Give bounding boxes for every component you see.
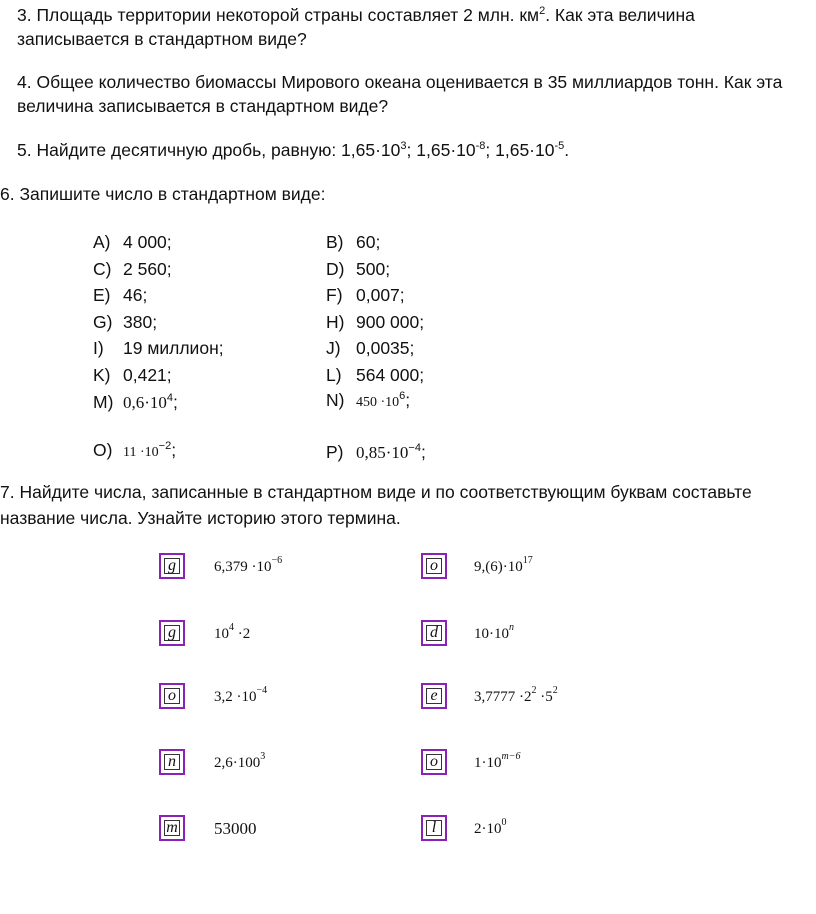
letter-box bbox=[159, 620, 185, 646]
option-e: E) 46; bbox=[93, 285, 148, 305]
letter-box bbox=[421, 683, 447, 709]
option-k: K) 0,421; bbox=[93, 365, 172, 385]
number-expression: $1\cdot 10^{m-6}$ bbox=[474, 751, 521, 771]
letter-box bbox=[159, 553, 185, 579]
letter-box bbox=[421, 749, 447, 775]
question-6-title: 6. Запишите число в стандартном виде: bbox=[0, 184, 326, 204]
option-g: G) 380; bbox=[93, 312, 158, 332]
letter-box bbox=[159, 749, 185, 775]
number-expression: 53000 bbox=[214, 819, 257, 838]
question-3-line1: 3. Площадь территории некоторой страны составляет 2 млн. $км^2$. Как эта величина bbox=[17, 5, 695, 25]
letter-box bbox=[421, 620, 447, 646]
letter: g bbox=[164, 625, 180, 641]
question-7-line2: название числа. Узнайте историю этого термина. bbox=[0, 508, 401, 528]
option-j: J) 0,0035; bbox=[326, 338, 415, 358]
option-a: A) 4 000; bbox=[93, 232, 172, 252]
letter: l bbox=[426, 820, 442, 836]
letter-box bbox=[159, 683, 185, 709]
letter: o bbox=[164, 688, 180, 704]
letter: o bbox=[426, 754, 442, 770]
letter: g bbox=[164, 558, 180, 574]
question-4-line2: величина записывается в стандартном виде? bbox=[17, 96, 389, 116]
option-c: C) 2 560; bbox=[93, 259, 172, 279]
letter: d bbox=[426, 625, 442, 641]
number-expression: $3,2 \cdot 10^{-4}$ bbox=[214, 685, 268, 705]
letter-box bbox=[421, 553, 447, 579]
letter-box bbox=[159, 815, 185, 841]
number-expression: $9,(6)\cdot 10^{17}$ bbox=[474, 555, 533, 575]
question-3-line2: записывается в стандартном виде? bbox=[17, 29, 307, 49]
letter: e bbox=[426, 688, 442, 704]
question-4-line1: 4. Общее количество биомассы Мирового океана оценивается в 35 миллиардов тонн. Как эта bbox=[17, 72, 783, 92]
option-i: I) 19 миллион; bbox=[93, 338, 224, 358]
option-f: F) 0,007; bbox=[326, 285, 405, 305]
letter: m bbox=[164, 820, 180, 836]
option-m: M) $0,6\cdot 10^4$; bbox=[93, 392, 178, 412]
number-expression: $10\cdot 10^n$ bbox=[474, 622, 514, 642]
option-d: D) 500; bbox=[326, 259, 391, 279]
number-expression: $10^4 \cdot 2$ bbox=[214, 622, 251, 642]
number-expression: $2\cdot 10^0$ bbox=[474, 817, 507, 837]
letter-box bbox=[421, 815, 447, 841]
number-expression: $3,7777 \cdot 2^2 \cdot 5^2$ bbox=[474, 685, 558, 705]
letter: o bbox=[426, 558, 442, 574]
letter: n bbox=[164, 754, 180, 770]
number-expression: $2,6\cdot 100^3$ bbox=[214, 751, 266, 771]
option-n: N) $450 \cdot 10^6$; bbox=[326, 390, 411, 410]
option-o: O) $11 \cdot 10^{-2}$; bbox=[93, 440, 177, 460]
option-p: P) $0,85\cdot 10^{-4}$; bbox=[326, 442, 426, 462]
question-5: 5. Найдите десятичную дробь, равную: $1,65\cdot 10^3$; $1,65\cdot 10^{-8}$; $1,65\cdot 10^{-5}$. bbox=[17, 140, 570, 160]
option-l: L) 564 000; bbox=[326, 365, 425, 385]
option-b: B) 60; bbox=[326, 232, 381, 252]
option-h: H) 900 000; bbox=[326, 312, 425, 332]
question-7-line1: 7. Найдите числа, записанные в стандартном виде и по соответствующим буквам составьте bbox=[0, 482, 752, 502]
number-expression: $6,379 \cdot 10^{-6}$ bbox=[214, 555, 283, 575]
